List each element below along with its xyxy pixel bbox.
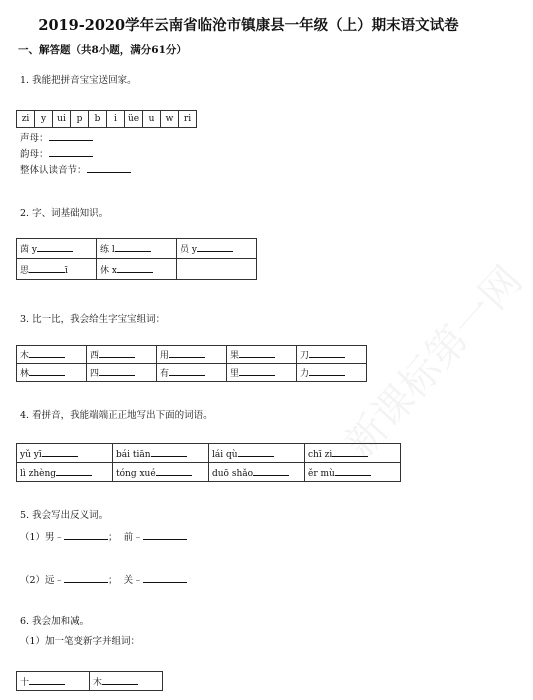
section-heading: 一、解答题（共8小题，满分61分）: [18, 44, 187, 56]
answer-blank[interactable]: [49, 130, 93, 141]
answer-blank[interactable]: [143, 572, 187, 583]
table-cell: yǔ yī: [17, 444, 113, 463]
table-cell: 刀: [297, 346, 367, 364]
table-cell: bái tiān: [113, 444, 209, 463]
table-cell: tóng xué: [113, 463, 209, 482]
table-cell: ěr mù: [305, 463, 401, 482]
row-label: 整体认读音节：: [20, 165, 87, 176]
syllable-cell: üe: [125, 111, 143, 128]
question-1-prompt: 1. 我能把拼音宝宝送回家。: [20, 75, 137, 86]
table-cell: 练 l: [97, 239, 177, 259]
syllable-table: [16, 110, 197, 128]
table-cell: 茵 y: [17, 239, 97, 259]
syllable-cell: y: [35, 111, 53, 128]
watermark: 新课标第一网: [336, 257, 532, 467]
table-cell: lái qù: [209, 444, 305, 463]
answer-blank[interactable]: [64, 529, 108, 540]
question-3-prompt: 3. 比一比，我会给生字宝宝组词：: [20, 314, 166, 325]
word-table-3: [16, 345, 367, 382]
table-cell: 西: [87, 346, 157, 364]
word-table-2: [16, 238, 257, 280]
table-cell: 员 y: [177, 239, 257, 259]
row-label: 声母：: [20, 133, 49, 144]
table-cell: 木: [17, 346, 87, 364]
question-6-prompt: 6. 我会加和减。: [20, 616, 90, 627]
table-cell: 思 ī: [17, 259, 97, 280]
table-cell: 力: [297, 364, 367, 382]
word-table-6: [16, 671, 163, 691]
syllable-cell: i: [107, 111, 125, 128]
syllable-cell: ui: [53, 111, 71, 128]
answer-blank[interactable]: [143, 529, 187, 540]
question-6-subprompt: （1）加一笔变新字并组词：: [20, 636, 141, 647]
question-5-prompt: 5. 我会写出反义词。: [20, 510, 109, 521]
answer-blank[interactable]: [49, 146, 93, 157]
syllable-cell: zi: [17, 111, 35, 128]
answer-blank[interactable]: [87, 162, 131, 173]
table-cell: duō shǎo: [209, 463, 305, 482]
answer-row-finals: [20, 146, 93, 160]
table-cell: chī zi: [305, 444, 401, 463]
table-cell: lì zhèng: [17, 463, 113, 482]
table-cell: 果: [227, 346, 297, 364]
word-table-4: [16, 443, 401, 482]
syllable-cell: w: [161, 111, 179, 128]
table-cell: [177, 259, 257, 280]
question-4-prompt: 4. 看拼音，我能端端正正地写出下面的词语。: [20, 410, 213, 421]
page-title: 2019-2020学年云南省临沧市镇康县一年级（上）期末语文试卷: [38, 17, 459, 34]
antonym-row-2: （2）远﹣ ； 关﹣: [20, 572, 187, 586]
syllable-cell: p: [71, 111, 89, 128]
table-cell: 木: [90, 672, 163, 691]
table-cell: 里: [227, 364, 297, 382]
table-cell: 休 x: [97, 259, 177, 280]
table-cell: 十: [17, 672, 90, 691]
syllable-cell: ri: [179, 111, 197, 128]
syllable-cell: u: [143, 111, 161, 128]
answer-row-whole-syllables: [20, 162, 131, 176]
row-label: 韵母：: [20, 149, 49, 160]
table-cell: 四: [87, 364, 157, 382]
question-2-prompt: 2. 字、词基础知识。: [20, 208, 109, 219]
answer-row-initials: [20, 130, 93, 144]
table-cell: 林: [17, 364, 87, 382]
table-cell: 用: [157, 346, 227, 364]
antonym-row-1: （1）男﹣ ； 前﹣: [20, 529, 187, 543]
table-cell: 有: [157, 364, 227, 382]
answer-blank[interactable]: [64, 572, 108, 583]
syllable-cell: b: [89, 111, 107, 128]
